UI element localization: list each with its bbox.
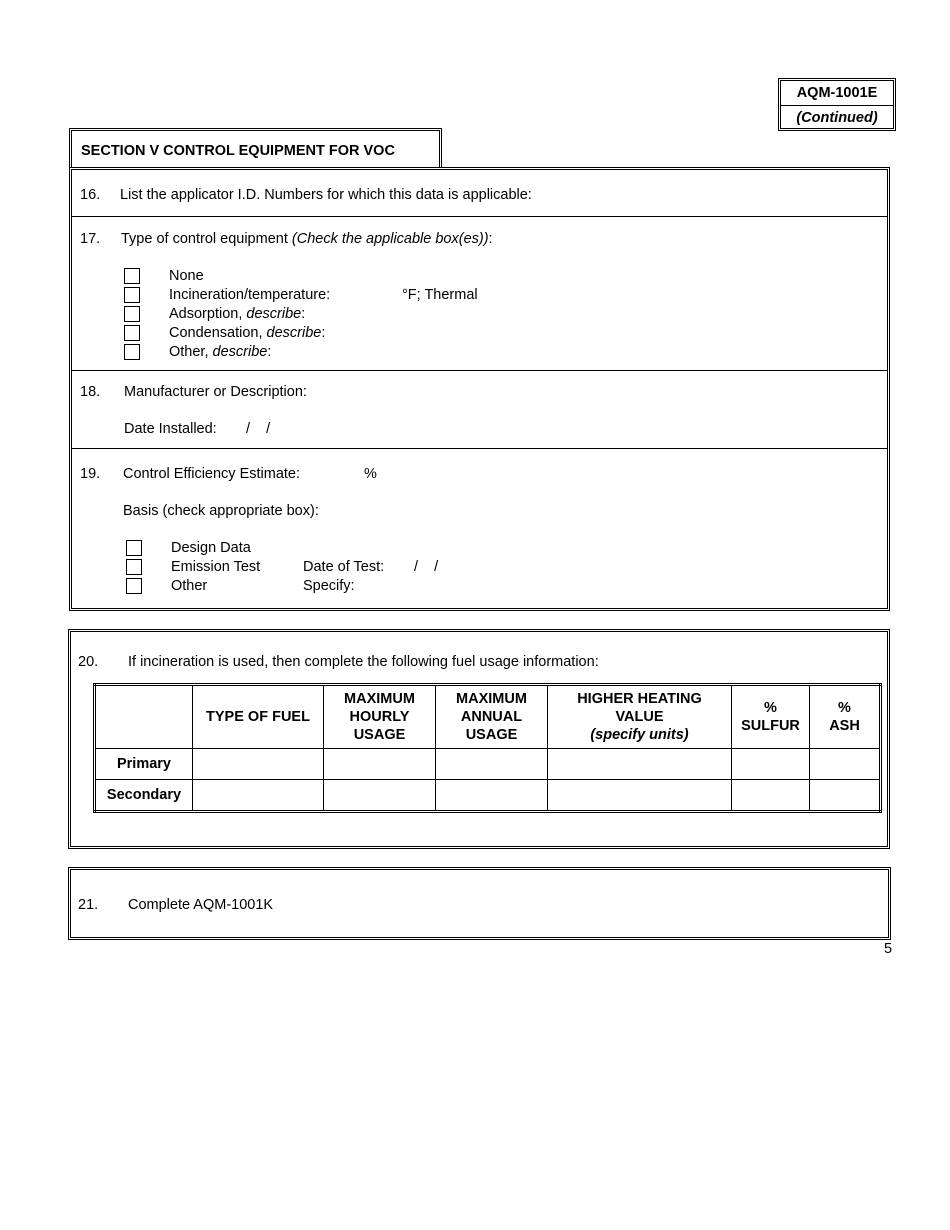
q16-text: List the applicator I.D. Numbers for which this data is applicable: <box>120 187 532 203</box>
option-condensation-label: Condensation, describe: <box>169 325 326 341</box>
cell-input[interactable] <box>436 780 548 812</box>
emission-test-label: Emission Test <box>171 559 261 575</box>
q19-number: 19. <box>80 466 101 482</box>
cell-input[interactable] <box>324 780 436 812</box>
cell-input[interactable] <box>810 749 881 780</box>
q18-text: Manufacturer or Description: <box>124 384 307 400</box>
section-main-box <box>69 167 890 611</box>
page-number: 5 <box>884 941 893 957</box>
q17-text: Type of control equipment (Check the applicable box(es)): <box>121 231 493 247</box>
header-higher-heating-value: HIGHER HEATING VALUE (specify units) <box>548 685 732 749</box>
cell-input[interactable] <box>732 749 810 780</box>
cell-input[interactable] <box>810 780 881 812</box>
option-other-label: Other, describe: <box>169 344 272 360</box>
checkbox-design-data[interactable] <box>126 540 142 556</box>
divider <box>72 448 887 449</box>
date-installed-label: Date Installed: <box>124 421 217 437</box>
q21-text: Complete AQM-1001K <box>128 897 274 913</box>
q19-text: Control Efficiency Estimate: <box>123 466 301 482</box>
header-max-annual: MAXIMUM ANNUAL USAGE <box>436 685 548 749</box>
q17-number: 17. <box>80 231 101 247</box>
header-sulfur: % SULFUR <box>732 685 810 749</box>
date-of-test-slashes: / / <box>414 559 439 575</box>
checkbox-incineration[interactable] <box>124 287 140 303</box>
basis-label: Basis (check appropriate box): <box>123 503 319 519</box>
section-header <box>69 128 442 168</box>
table-row <box>95 749 881 780</box>
design-data-label: Design Data <box>171 540 251 556</box>
q20-number: 20. <box>78 654 99 670</box>
header-ash: % ASH <box>810 685 881 749</box>
row-label-secondary: Secondary <box>95 780 193 812</box>
complete-form-box <box>68 867 891 940</box>
date-installed-slashes: / / <box>246 421 271 437</box>
divider <box>72 216 887 217</box>
cell-input[interactable] <box>548 780 732 812</box>
section-title: SECTION V CONTROL EQUIPMENT FOR VOC <box>81 143 395 159</box>
fuel-usage-box <box>68 629 890 849</box>
option-none-label: None <box>169 268 204 284</box>
q20-text: If incineration is used, then complete the following fuel usage information: <box>128 654 599 670</box>
percent-sign: % <box>364 466 377 482</box>
checkbox-none[interactable] <box>124 268 140 284</box>
cell-input[interactable] <box>193 749 324 780</box>
option-incineration-label: Incineration/temperature: <box>169 287 331 303</box>
table-row <box>95 780 881 812</box>
form-id-box <box>778 78 896 131</box>
cell-input[interactable] <box>193 780 324 812</box>
q18-number: 18. <box>80 384 101 400</box>
q16-number: 16. <box>80 187 101 203</box>
header-blank <box>95 685 193 749</box>
date-of-test-label: Date of Test: <box>303 559 385 575</box>
header-type-of-fuel: TYPE OF FUEL <box>193 685 324 749</box>
cell-input[interactable] <box>548 749 732 780</box>
cell-input[interactable] <box>436 749 548 780</box>
checkbox-adsorption[interactable] <box>124 306 140 322</box>
row-label-primary: Primary <box>95 749 193 780</box>
checkbox-emission-test[interactable] <box>126 559 142 575</box>
checkbox-condensation[interactable] <box>124 325 140 341</box>
form-continued: (Continued) <box>781 105 893 130</box>
option-adsorption-label: Adsorption, describe: <box>169 306 306 322</box>
fuel-usage-table <box>93 683 882 813</box>
q21-number: 21. <box>78 897 99 913</box>
thermal-label: °F; Thermal <box>402 287 478 303</box>
header-max-hourly: MAXIMUM HOURLY USAGE <box>324 685 436 749</box>
cell-input[interactable] <box>324 749 436 780</box>
specify-label: Specify: <box>303 578 355 594</box>
other-basis-label: Other <box>171 578 208 594</box>
checkbox-other[interactable] <box>124 344 140 360</box>
divider <box>72 370 887 371</box>
form-code: AQM-1001E <box>796 85 878 101</box>
cell-input[interactable] <box>732 780 810 812</box>
table-header-row <box>95 685 881 749</box>
checkbox-other-basis[interactable] <box>126 578 142 594</box>
